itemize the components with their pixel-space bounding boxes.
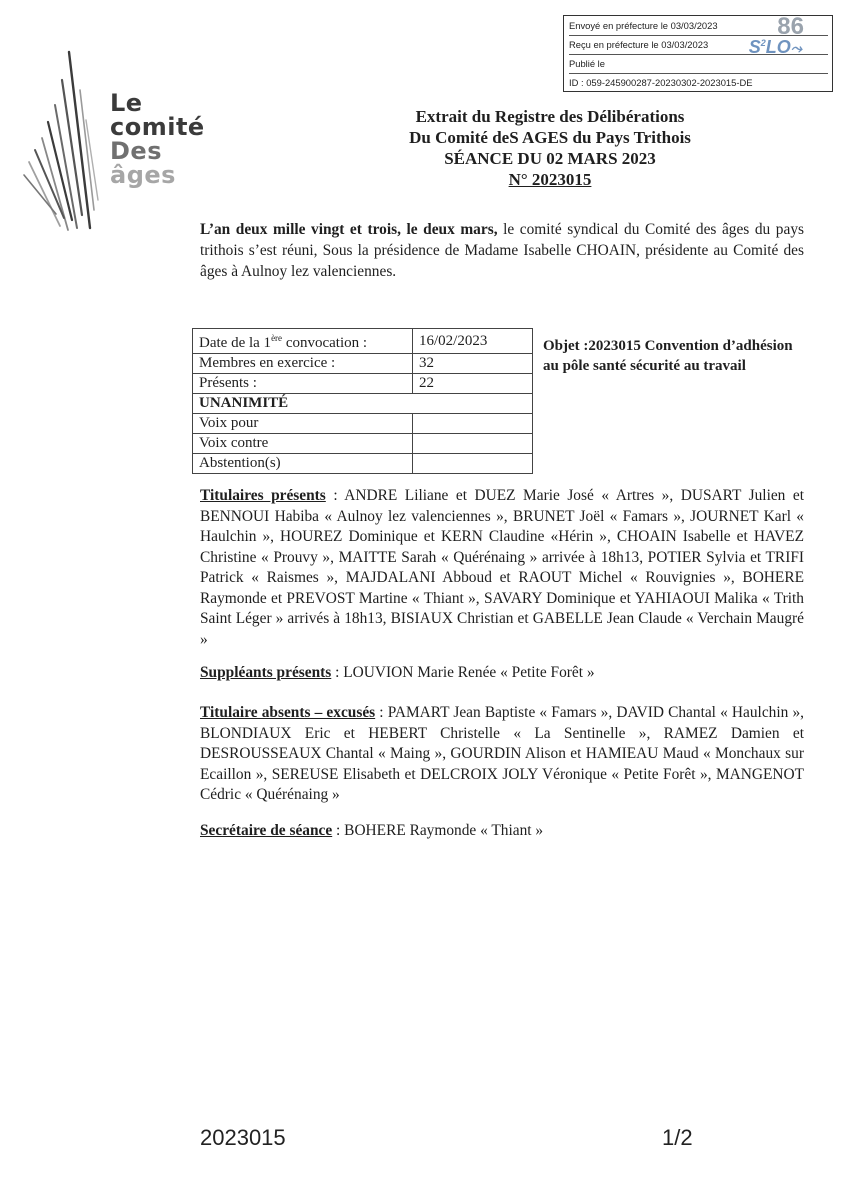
- suppleants-text: : LOUVION Marie Renée « Petite Forêt »: [331, 664, 595, 681]
- header-comite: Du Comité deS AGES du Pays Trithois: [409, 128, 691, 147]
- objet-block: Objet :2023015 Convention d’adhésion au pôle santé sécurité au travail: [543, 338, 793, 374]
- convocation-date-value: 16/02/2023: [413, 329, 533, 354]
- unanimite-label: UNANIMITÉ: [193, 394, 533, 414]
- membres-label: Membres en exercice :: [193, 354, 413, 374]
- comite-des-ages-logo: [22, 50, 205, 235]
- presents-label: Présents :: [193, 374, 413, 394]
- logo-text-des: Des: [110, 137, 162, 165]
- voix-pour-value: [413, 414, 533, 434]
- intro-date: L’an deux mille vingt et trois, le deux mars,: [200, 221, 498, 238]
- absents-label: Titulaire absents – excusés: [200, 704, 376, 721]
- absents-text: : PAMART Jean Baptiste « Famars », DAVID Chantal « Haulchin », BLONDIAUX Eric et HEBERT Christelle « La Sentinelle », RAMEZ Damien et DESROUSSEAUX Chantal « Maing », GOURDIN Alison et HAMIEAU Maud « Monchaux sur Ecaillon », SEREUSE Elisabeth et DELCROIX JOLY Véronique « Petite Forêt », MANGENOT Cédric « Quérénaing »: [200, 704, 804, 803]
- stamp-number: 86: [777, 13, 804, 40]
- suppleants-label: Suppléants présents: [200, 664, 332, 681]
- stamp-brand-logo: $S^2LO⤳$: [748, 37, 802, 57]
- convocation-table: [192, 328, 533, 474]
- voix-pour-label: Voix pour: [193, 414, 413, 434]
- table-row: [193, 354, 533, 374]
- titulaires-paragraph: [200, 486, 804, 650]
- stamp-published: Publié le: [569, 55, 828, 74]
- document-header: [300, 106, 800, 190]
- titulaires-label: Titulaires présents: [200, 487, 326, 504]
- table-row: [193, 374, 533, 394]
- logo-lines-icon: [22, 50, 112, 235]
- secretaire-label: Secrétaire de séance: [200, 822, 333, 839]
- table-row: [193, 329, 533, 354]
- membres-value: 32: [413, 354, 533, 374]
- voix-contre-value: [413, 434, 533, 454]
- table-row: [193, 454, 533, 474]
- intro-text: le comité syndical du Comité des âges du pays trithois s’est réuni, Sous la présidence de Madame Isabelle CHOAIN, présidente au Comité des âges à Aulnoy lez valenciennes.: [200, 221, 805, 280]
- table-row: [193, 394, 533, 414]
- presents-value: 22: [413, 374, 533, 394]
- header-seance: SÉANCE DU 02 MARS 2023: [444, 149, 656, 168]
- logo-text-ages: âges: [110, 161, 176, 189]
- stamp-received-date: Reçu en préfecture le 03/03/2023: [569, 36, 828, 55]
- secretaire-text: : BOHERE Raymonde « Thiant »: [332, 822, 544, 839]
- footer-page-number: 1/2: [662, 1125, 693, 1150]
- logo-text-comite: comité: [110, 113, 205, 141]
- stamp-id: ID : 059-245900287-20230302-2023015-DE: [569, 77, 753, 88]
- absents-paragraph: [200, 703, 804, 806]
- table-row: [193, 434, 533, 454]
- suppleants-paragraph: [200, 663, 804, 684]
- voix-contre-label: Voix contre: [193, 434, 413, 454]
- convocation-date-label: Date de la 1ère convocation :: [193, 329, 413, 354]
- titulaires-text: : ANDRE Liliane et DUEZ Marie José « Artres », DUSART Julien et BENNOUI Habiba « Aulnoy lez valenciennes », BRUNET Joël « Famars », JOURNET Karl « Haulchin », HOUREZ Dominique et KERN Claudine «Hérin », CHOAIN Isabelle et HAVEZ Christine « Prouvy », MAITTE Sarah « Quérénaing » arrivée à 18h13, POTIER Sylvia et TRIFI Patrick « Raismes », MAJDALANI Abboud et RAOUT Michel « Rouvignies », BOHERE Raymonde et PREVOST Martine « Thiant », SAVARY Dominique et YAHIAOUI Malika « Trith Saint Léger » arrivés à 18h13, BISIAUX Christian et GABELLE Jean Claude « Verchain Maugré »: [200, 487, 804, 648]
- header-registre: Extrait du Registre des Délibérations: [415, 107, 685, 126]
- abstention-label: Abstention(s): [193, 454, 413, 474]
- table-row: [193, 414, 533, 434]
- stamp-sent-date: Envoyé en préfecture le 03/03/2023: [569, 17, 828, 36]
- header-number: N° 2023015: [508, 170, 592, 189]
- prefecture-stamp: [563, 15, 833, 92]
- footer-deliberation-number: 2023015: [200, 1125, 286, 1150]
- abstention-value: [413, 454, 533, 474]
- logo-text-le: Le: [110, 89, 143, 117]
- secretaire-paragraph: [200, 821, 804, 842]
- intro-paragraph: [200, 219, 804, 282]
